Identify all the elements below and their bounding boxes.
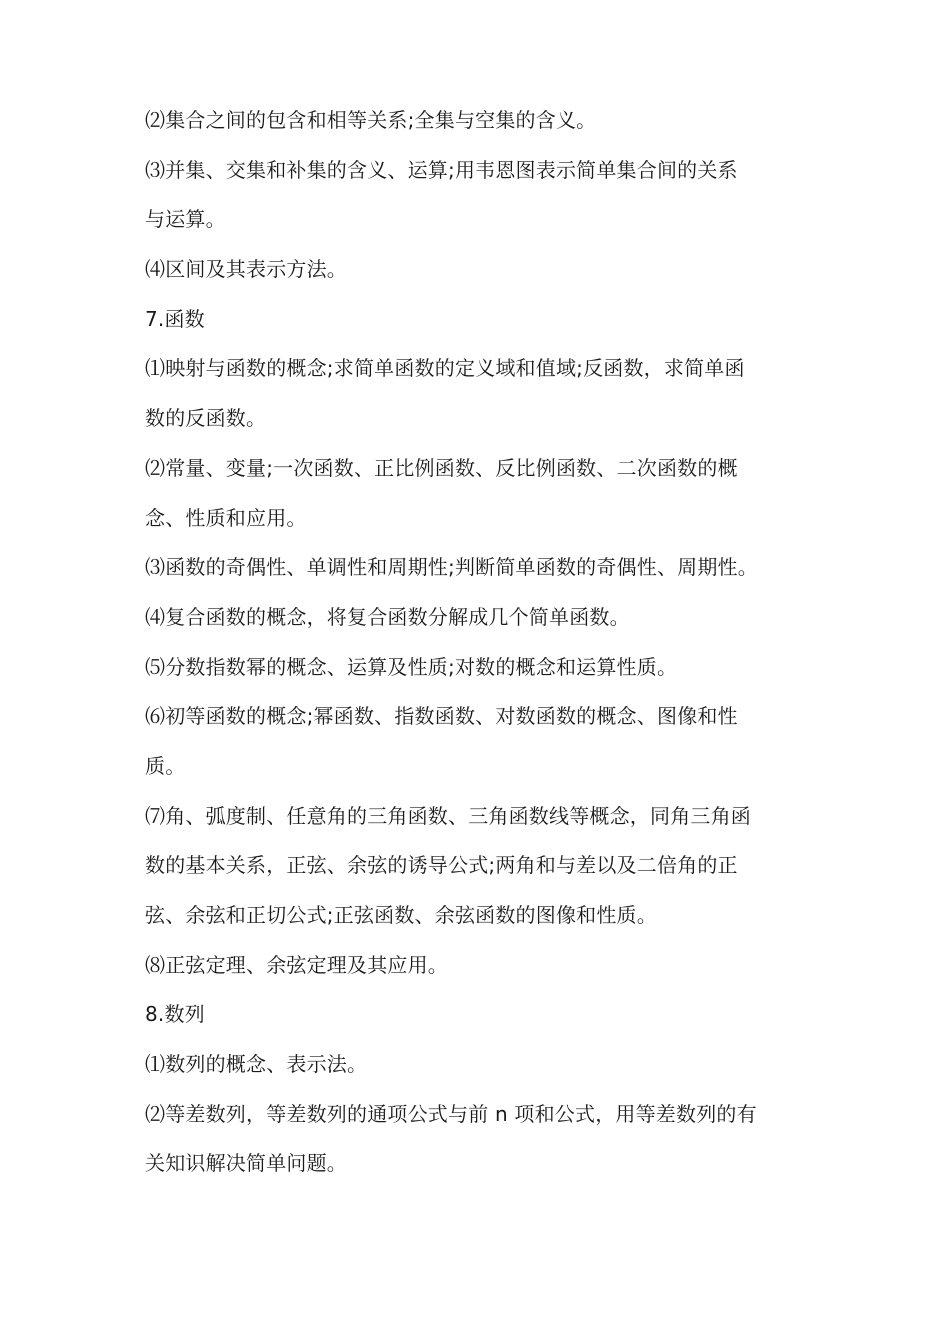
text-line: 数的基本关系，正弦、余弦的诱导公式;两角和与差以及二倍角的正	[145, 853, 738, 878]
text-line: ⑵等差数列，等差数列的通项公式与前 n 项和公式，用等差数列的有	[145, 1101, 757, 1126]
text-line: 数的反函数。	[145, 406, 267, 431]
text-line: ⑵常量、变量;一次函数、正比例函数、反比例函数、二次函数的概	[145, 455, 738, 480]
text-line: 关知识解决简单问题。	[145, 1151, 347, 1176]
text-line: ⑶并集、交集和补集的含义、运算;用韦恩图表示简单集合间的关系	[145, 157, 738, 182]
text-line: ⑴映射与函数的概念;求简单函数的定义域和值域;反函数，求简单函	[145, 356, 745, 381]
text-line: ⑹初等函数的概念;幂函数、指数函数、对数函数的概念、图像和性	[145, 704, 738, 729]
section-heading: 7.函数	[145, 306, 205, 331]
text-line: ⑷区间及其表示方法。	[145, 257, 347, 282]
text-line: ⑴数列的概念、表示法。	[145, 1052, 368, 1077]
text-line: 念、性质和应用。	[145, 505, 307, 530]
document-body	[145, 102, 825, 1195]
section-heading: 8.数列	[145, 1002, 205, 1027]
text-line: 弦、余弦和正切公式;正弦函数、余弦函数的图像和性质。	[145, 903, 657, 927]
text-line: ⑸分数指数幂的概念、运算及性质;对数的概念和运算性质。	[145, 654, 678, 679]
text-line: 与运算。	[145, 207, 226, 232]
text-line: ⑻正弦定理、余弦定理及其应用。	[145, 952, 448, 977]
text-line: 质。	[145, 753, 186, 778]
text-line: ⑶函数的奇偶性、单调性和周期性;判断简单函数的奇偶性、周期性。	[145, 555, 758, 580]
text-line: ⑺角、弧度制、任意角的三角函数、三角函数线等概念，同角三角函	[145, 803, 751, 828]
text-line: ⑷复合函数的概念，将复合函数分解成几个简单函数。	[145, 604, 630, 629]
text-line: ⑵集合之间的包含和相等关系;全集与空集的含义。	[145, 108, 597, 132]
